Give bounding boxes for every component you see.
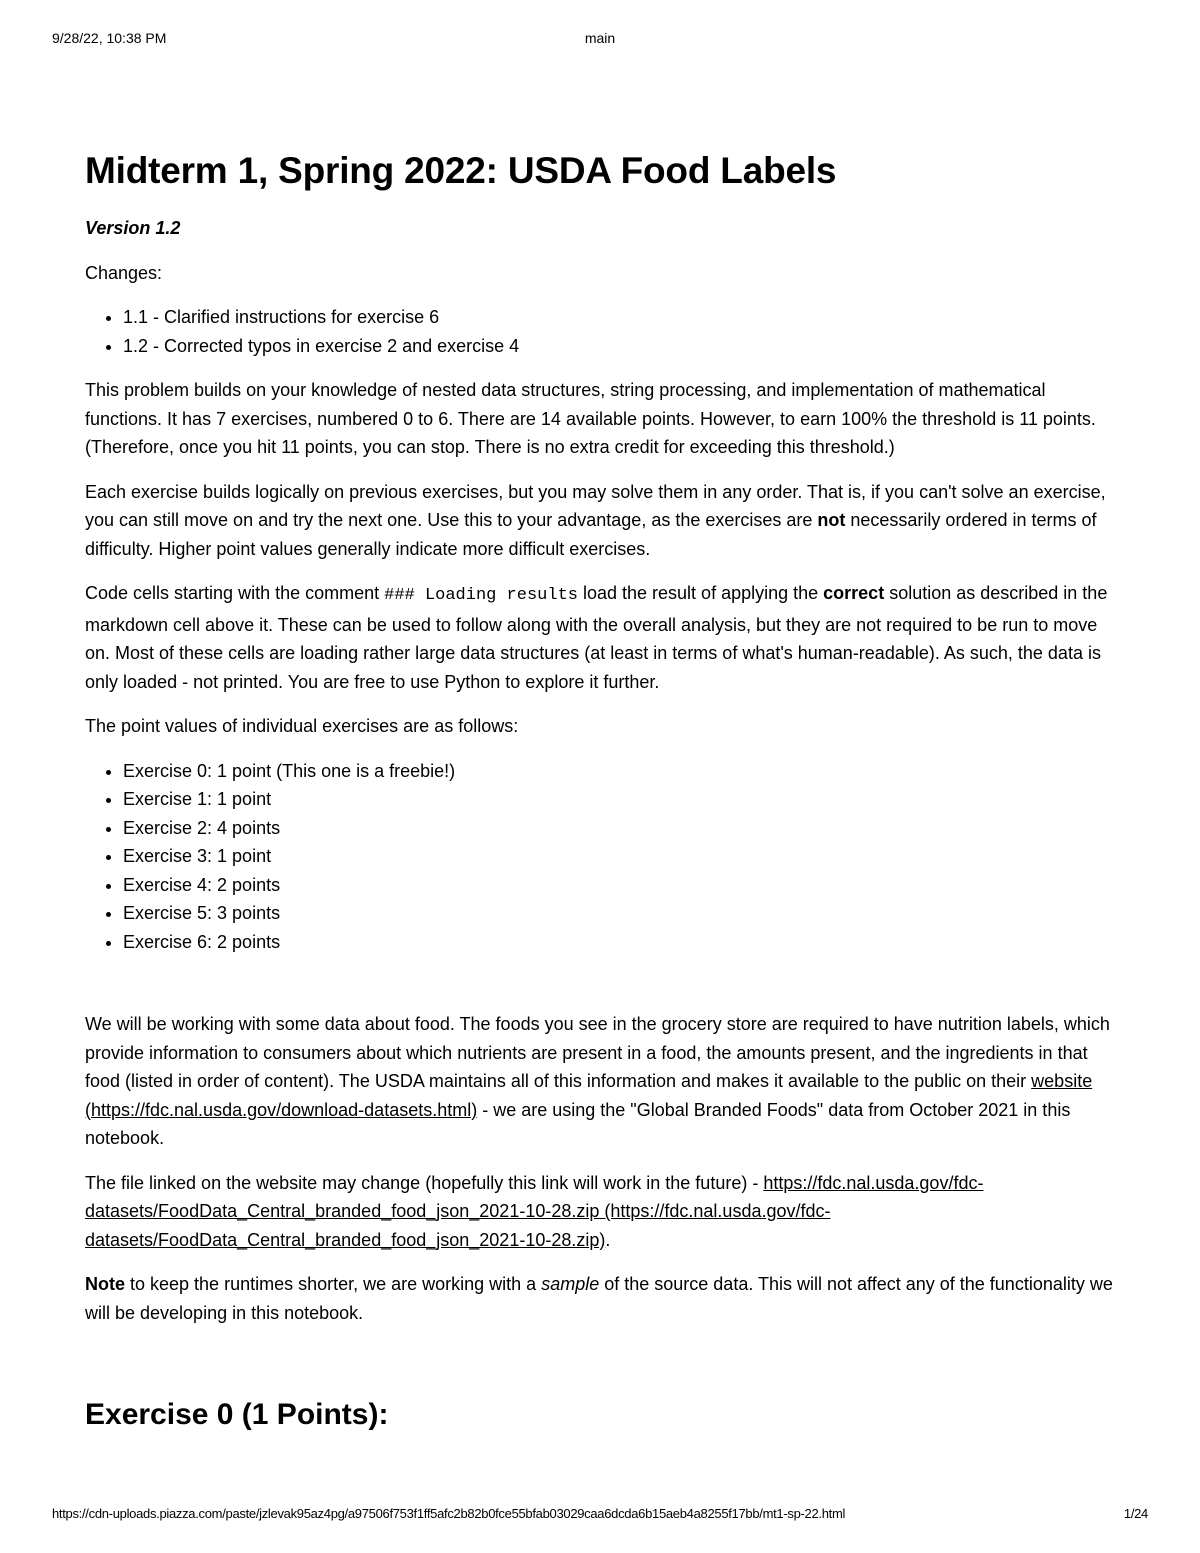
changes-list	[85, 303, 1115, 360]
list-item: • Exercise 1: 1 point	[123, 785, 1115, 814]
intro-paragraph: This problem builds on your knowledge of nested data structures, string processing, and implementation of mathematical functions. It has 7 exercises, numbered 0 to 6. There are 14 available points. However, to earn 100% the threshold is 11 points. (Therefore, once you hit 11 points, you can stop. There is no extra credit for exceeding this threshold.)	[85, 380, 1096, 457]
usda-website-link[interactable]: website (https://fdc.nal.usda.gov/download-datasets.html)	[85, 1071, 1093, 1120]
list-item: • 1.1 - Clarified instructions for exercise 6	[123, 303, 1115, 332]
page-title: Midterm 1, Spring 2022: USDA Food Labels	[85, 150, 837, 191]
notebook-content	[85, 150, 1115, 1433]
dataset-zip-link[interactable]: https://fdc.nal.usda.gov/fdc-datasets/FoodData_Central_branded_food_json_2021-10-28.zip (https://fdc.nal.usda.gov/fdc-datasets/FoodData_Central_branded_food_json_2021-10-28.zip)	[85, 1172, 984, 1250]
print-title: main	[584, 30, 616, 46]
print-header	[52, 30, 1148, 48]
print-date: 9/28/22, 10:38 PM	[52, 30, 167, 46]
loading-results-code: ### Loading results	[384, 586, 578, 605]
print-url: https://cdn-uploads.piazza.com/paste/jzlevak95az4pg/a97506f753f1ff5afc2b82b0fce55bfab03029caa6dcda6b15aeb4a8255f17bb/mt1-sp-22.html	[52, 1506, 846, 1521]
list-item: • 1.2 - Corrected typos in exercise 2 and exercise 4	[123, 332, 1115, 361]
note-paragraph: Note to keep the runtimes shorter, we are working with a sample of the source data. This will not affect any of the functionality we will be developing in this notebook.	[85, 1274, 1113, 1323]
page-number: 1/24	[1123, 1506, 1148, 1521]
loading-paragraph: Code cells starting with the comment ### Loading results load the result of applying the correct solution as described in the markdown cell above it. These can be used to follow along with the overall analysis, but they are not required to be run to move on. Most of these cells are loading rather large data structures (at least in terms of what's human-readable). As such, the data is only loaded - not printed. You are free to use Python to explore it further.	[85, 583, 1108, 692]
exercise-0-heading: Exercise 0 (1 Points):	[85, 1398, 389, 1431]
order-paragraph: Each exercise builds logically on previous exercises, but you may solve them in any order. That is, if you can't solve an exercise, you can still move on and try the next one. Use this to your advantage, as the exercises are not necessarily ordered in terms of difficulty. Higher point values generally indicate more difficult exercises.	[85, 481, 1106, 559]
version-label: Version 1.2	[85, 218, 181, 238]
changes-label: Changes:	[85, 262, 163, 283]
data-paragraph: We will be working with some data about food. The foods you see in the grocery store are required to have nutrition labels, which provide information to consumers about which nutrients are present in a food, the amounts present, and the ingredients in that food (listed in order of content). The USDA maintains all of this information and makes it available to the public on their website (https://fdc.nal.usda.gov/download-datasets.html) - we are using the "Global Branded Foods" data from October 2021 in this notebook.	[85, 1014, 1110, 1148]
list-item: • Exercise 6: 2 points	[123, 928, 1115, 957]
list-item: • Exercise 5: 3 points	[123, 899, 1115, 928]
points-intro: The point values of individual exercises are as follows:	[85, 716, 519, 736]
list-item: • Exercise 3: 1 point	[123, 842, 1115, 871]
list-item: • Exercise 2: 4 points	[123, 814, 1115, 843]
print-footer	[52, 1506, 1148, 1524]
points-list	[85, 757, 1115, 957]
list-item: • Exercise 4: 2 points	[123, 871, 1115, 900]
file-paragraph: The file linked on the website may change (hopefully this link will work in the future) - https://fdc.nal.usda.gov/fdc-datasets/FoodData_Central_branded_food_json_2021-10-28.zip (https://fdc.nal.usda.gov/fdc-datasets/FoodData_Central_branded_food_json_2021-10-28.zip).	[85, 1172, 984, 1250]
list-item: • Exercise 0: 1 point (This one is a freebie!)	[123, 757, 1115, 786]
